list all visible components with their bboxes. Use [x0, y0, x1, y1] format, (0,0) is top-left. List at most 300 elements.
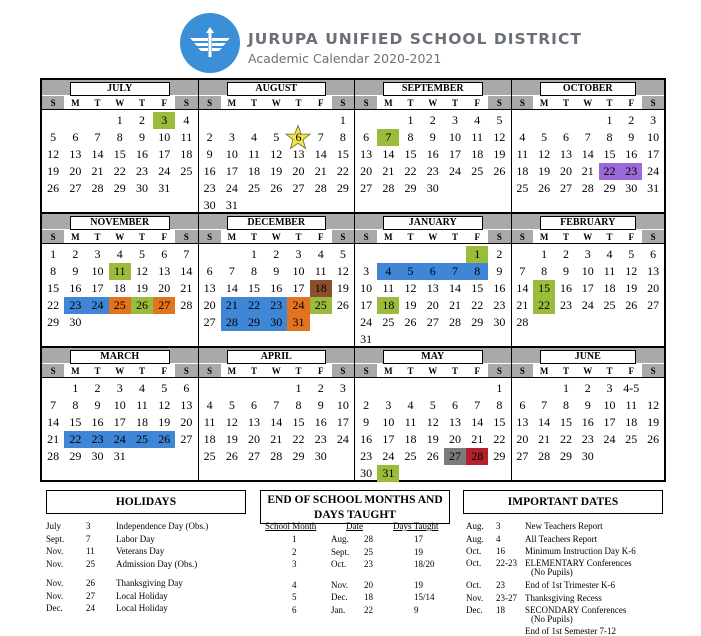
- day-cell: 30: [69, 315, 82, 329]
- date-event: Thanksgiving Recess: [525, 592, 602, 603]
- day-cell: 11: [603, 264, 616, 278]
- day-cell: [444, 380, 466, 397]
- day-cell: [199, 246, 221, 263]
- day-cell: 22: [404, 164, 417, 178]
- day-cell: 7: [50, 398, 57, 412]
- holiday-name: Local Holiday: [116, 603, 168, 613]
- weekday-header: [42, 230, 198, 244]
- day-cell: 4: [251, 130, 258, 144]
- date-month: Aug.: [466, 521, 484, 531]
- month-august: [199, 80, 356, 214]
- day-cell: [533, 380, 555, 397]
- month-october: [512, 80, 665, 214]
- day-cell: 4: [474, 113, 481, 127]
- day-cell: 17: [448, 147, 461, 161]
- weekday-label: S: [355, 364, 377, 377]
- day-cell: 16: [135, 147, 148, 161]
- day-cell: 25: [404, 449, 417, 463]
- weekday-label: M: [377, 96, 399, 109]
- weekday-label: S: [642, 230, 664, 243]
- day-cell: 23: [620, 163, 642, 180]
- day-cell: 4: [606, 247, 613, 261]
- weekday-label: W: [577, 96, 599, 109]
- day-cell: 10: [647, 130, 660, 144]
- day-cell: 24: [448, 164, 461, 178]
- day-cell: 2: [562, 247, 569, 261]
- day-cell: 18: [203, 432, 216, 446]
- weekday-label: F: [620, 364, 642, 377]
- date-day: 16: [496, 546, 505, 556]
- holiday-day: 24: [86, 603, 95, 613]
- month-days: [42, 112, 198, 197]
- day-cell: [287, 197, 309, 214]
- day-cell: [620, 314, 642, 331]
- day-cell: 24: [581, 298, 594, 312]
- day-cell: 20: [158, 281, 171, 295]
- day-cell: 14: [47, 415, 60, 429]
- date-event: New Teachers Report: [525, 521, 603, 531]
- weekday-label: S: [512, 230, 534, 243]
- day-cell: 2: [94, 381, 101, 395]
- day-cell: 7: [519, 264, 526, 278]
- week-row: [199, 246, 355, 263]
- weekday-label: F: [620, 96, 642, 109]
- month-title: JUNE: [540, 350, 637, 364]
- day-cell: 14: [471, 415, 484, 429]
- day-cell: 24: [109, 431, 131, 448]
- day-cell: 26: [225, 449, 238, 463]
- day-cell: 15: [404, 147, 417, 161]
- day-cell: 15: [47, 281, 60, 295]
- week-row: [42, 314, 198, 331]
- week-row: [355, 180, 511, 197]
- date-day: 3: [496, 521, 501, 531]
- weekday-label: T: [86, 364, 108, 377]
- eom-cell: 23: [364, 559, 373, 569]
- day-cell: 7: [541, 398, 548, 412]
- day-cell: 19: [538, 164, 551, 178]
- week-row: [355, 146, 511, 163]
- day-cell: 9: [138, 130, 145, 144]
- weekday-label: F: [466, 96, 488, 109]
- day-cell: [444, 246, 466, 263]
- month-february: [512, 214, 665, 348]
- eom-cell: Nov.: [331, 579, 349, 590]
- day-cell: 6: [519, 398, 526, 412]
- date-month: Oct.: [466, 546, 482, 556]
- weekday-label: S: [488, 230, 510, 243]
- day-cell: 14: [225, 281, 238, 295]
- weekday-label: S: [199, 96, 221, 109]
- day-cell: 31: [377, 465, 399, 482]
- day-cell: [512, 246, 534, 263]
- day-cell: 29: [292, 449, 305, 463]
- day-cell: 11: [180, 130, 193, 144]
- day-cell: [620, 448, 642, 465]
- day-cell: 3: [584, 247, 591, 261]
- date-event-note: (No Pupils): [531, 614, 573, 624]
- weekday-header: [199, 364, 355, 378]
- day-cell: 27: [516, 449, 529, 463]
- weekday-label: T: [131, 230, 153, 243]
- week-row: [355, 431, 511, 448]
- week-row: [512, 380, 665, 397]
- day-cell: 22: [243, 297, 265, 314]
- day-cell: 13: [180, 398, 193, 412]
- day-cell: 29: [243, 314, 265, 331]
- day-cell: 5: [50, 130, 57, 144]
- day-cell: 5: [541, 130, 548, 144]
- weekday-label: S: [332, 230, 354, 243]
- day-cell: 28: [91, 181, 104, 195]
- day-cell: 15: [471, 281, 484, 295]
- day-cell: 12: [493, 130, 506, 144]
- day-cell: 9: [206, 147, 213, 161]
- day-cell: 3: [295, 247, 302, 261]
- date-day: 23: [496, 580, 505, 590]
- week-row: [512, 246, 665, 263]
- day-cell: 29: [113, 181, 126, 195]
- day-cell: 11: [109, 263, 131, 280]
- weekday-label: W: [109, 364, 131, 377]
- day-cell: 1: [496, 381, 503, 395]
- day-cell: 12: [625, 264, 638, 278]
- week-row: [199, 163, 355, 180]
- weekday-header: [512, 230, 665, 244]
- day-cell: 25: [471, 164, 484, 178]
- day-cell: 6: [251, 398, 258, 412]
- day-cell: [399, 331, 421, 348]
- weekday-label: S: [175, 230, 197, 243]
- weekday-label: S: [332, 96, 354, 109]
- day-cell: 3: [339, 381, 346, 395]
- weekday-label: M: [377, 230, 399, 243]
- day-cell: 15: [292, 415, 305, 429]
- day-cell: 23: [64, 297, 86, 314]
- day-cell: [377, 331, 399, 348]
- week-row: [199, 180, 355, 197]
- day-cell: [466, 331, 488, 348]
- day-cell: [555, 314, 577, 331]
- district-logo: [180, 13, 240, 73]
- day-cell: 16: [91, 415, 104, 429]
- day-cell: 19: [270, 164, 283, 178]
- weekday-label: F: [466, 230, 488, 243]
- day-cell: 27: [248, 449, 261, 463]
- weekday-label: F: [466, 364, 488, 377]
- day-cell: [422, 246, 444, 263]
- day-cell: 19: [647, 415, 660, 429]
- holiday-day: 27: [86, 590, 95, 601]
- day-cell: 19: [135, 281, 148, 295]
- weekday-label: S: [642, 96, 664, 109]
- day-cell: 20: [203, 298, 216, 312]
- day-cell: 13: [647, 264, 660, 278]
- holiday-day: 25: [86, 558, 95, 569]
- week-row: [512, 297, 665, 314]
- day-cell: [377, 380, 399, 397]
- day-cell: [221, 112, 243, 129]
- day-cell: [533, 314, 555, 331]
- month-days: [199, 380, 355, 465]
- day-number: 6: [295, 130, 302, 144]
- day-cell: [488, 465, 510, 482]
- day-cell: 24: [647, 164, 660, 178]
- day-cell: 17: [336, 415, 349, 429]
- week-row: [42, 397, 198, 414]
- week-row: [199, 414, 355, 431]
- week-row: [199, 431, 355, 448]
- day-cell: [466, 180, 488, 197]
- day-cell: [444, 180, 466, 197]
- day-cell: 28: [382, 181, 395, 195]
- day-cell: 9: [496, 264, 503, 278]
- day-cell: 6: [451, 398, 458, 412]
- day-cell: 2: [628, 113, 635, 127]
- day-cell: 20: [647, 281, 660, 295]
- day-cell: 15: [69, 415, 82, 429]
- day-cell: 18: [180, 147, 193, 161]
- day-cell: 7: [377, 129, 399, 146]
- day-cell: 3: [153, 112, 175, 129]
- day-cell: [199, 112, 221, 129]
- eom-cell: 20: [364, 579, 373, 590]
- week-row: [355, 246, 511, 263]
- week-row: [355, 314, 511, 331]
- holiday-day: 11: [86, 546, 95, 556]
- weekday-label: S: [199, 364, 221, 377]
- day-cell: 7: [228, 264, 235, 278]
- day-cell: 4: [317, 247, 324, 261]
- weekday-label: T: [555, 230, 577, 243]
- day-cell: 7: [584, 130, 591, 144]
- day-cell: 26: [493, 164, 506, 178]
- day-cell: 27: [426, 315, 439, 329]
- day-cell: [287, 129, 309, 146]
- day-cell: 28: [581, 181, 594, 195]
- day-cell: 17: [158, 147, 171, 161]
- day-cell: [512, 380, 534, 397]
- day-cell: 16: [314, 415, 327, 429]
- day-cell: [310, 314, 332, 331]
- day-cell: 21: [47, 432, 60, 446]
- day-cell: [377, 112, 399, 129]
- weekday-label: S: [42, 96, 64, 109]
- weekday-label: M: [64, 230, 86, 243]
- week-row: [42, 263, 198, 280]
- day-cell: 4: [183, 113, 190, 127]
- day-cell: 6: [422, 263, 444, 280]
- day-cell: 25: [310, 297, 332, 314]
- day-cell: 15: [493, 415, 506, 429]
- weekday-label: W: [577, 230, 599, 243]
- weekday-label: S: [42, 364, 64, 377]
- day-cell: 10: [603, 398, 616, 412]
- day-cell: 4: [206, 398, 213, 412]
- month-days: [199, 246, 355, 331]
- day-cell: 1: [466, 246, 488, 263]
- week-row: [42, 129, 198, 146]
- day-cell: [555, 112, 577, 129]
- date-event: All Teachers Report: [525, 533, 598, 544]
- day-cell: 17: [292, 281, 305, 295]
- day-cell: 14: [581, 147, 594, 161]
- week-row: [512, 431, 665, 448]
- day-cell: 10: [91, 264, 104, 278]
- day-cell: [422, 380, 444, 397]
- day-cell: [422, 465, 444, 482]
- day-cell: 28: [47, 449, 60, 463]
- eom-cell: 9: [414, 604, 419, 615]
- calendar-grid: [40, 78, 666, 482]
- day-cell: 9: [94, 398, 101, 412]
- week-row: [355, 163, 511, 180]
- day-cell: [310, 112, 332, 129]
- weekday-label: S: [355, 230, 377, 243]
- day-cell: 2: [363, 398, 370, 412]
- day-cell: 28: [466, 448, 488, 465]
- day-cell: 5: [429, 398, 436, 412]
- day-cell: 1: [72, 381, 79, 395]
- weekday-label: T: [86, 230, 108, 243]
- day-cell: [265, 112, 287, 129]
- day-cell: [533, 112, 555, 129]
- day-cell: 12: [426, 415, 439, 429]
- calendar-subtitle: Academic Calendar 2020-2021: [248, 51, 442, 66]
- weekday-label: T: [599, 364, 621, 377]
- day-cell: 31: [158, 181, 171, 195]
- holiday-name: Local Holiday: [116, 590, 168, 601]
- holiday-name: Admission Day (Obs.): [116, 558, 198, 569]
- date-month: Nov.: [466, 592, 484, 603]
- day-cell: 28: [516, 315, 529, 329]
- day-cell: 4-5: [623, 381, 640, 395]
- weekday-label: T: [243, 96, 265, 109]
- day-cell: 5: [273, 130, 280, 144]
- holiday-day: 7: [86, 533, 91, 544]
- month-days: [355, 112, 511, 197]
- day-cell: [153, 314, 175, 331]
- day-cell: 13: [292, 147, 305, 161]
- holiday-month: Dec.: [46, 603, 63, 613]
- day-cell: 9: [363, 415, 370, 429]
- day-cell: 19: [336, 281, 349, 295]
- month-december: [199, 214, 356, 348]
- day-cell: 31: [225, 198, 238, 212]
- day-cell: [153, 448, 175, 465]
- day-cell: [64, 112, 86, 129]
- day-cell: 18: [625, 415, 638, 429]
- day-cell: 3: [385, 398, 392, 412]
- day-cell: 30: [493, 315, 506, 329]
- eom-cell: 2: [292, 546, 297, 557]
- day-cell: 23: [360, 449, 373, 463]
- eom-cell: 1: [292, 534, 297, 544]
- day-cell: 1: [541, 247, 548, 261]
- day-cell: 2: [206, 130, 213, 144]
- day-cell: 18: [404, 432, 417, 446]
- day-cell: 12: [647, 398, 660, 412]
- day-cell: 22: [113, 164, 126, 178]
- eom-cell: 22: [364, 604, 373, 615]
- day-cell: 3: [116, 381, 123, 395]
- week-row: [355, 280, 511, 297]
- month-july: [42, 80, 199, 214]
- holiday-month: Nov.: [46, 558, 64, 569]
- day-cell: [422, 331, 444, 348]
- district-name: JURUPA UNIFIED SCHOOL DISTRICT: [248, 30, 582, 48]
- month-april: [199, 348, 356, 480]
- day-cell: 17: [647, 147, 660, 161]
- date-event: End of 1st Semester 7-12: [525, 626, 616, 636]
- day-cell: 19: [47, 164, 60, 178]
- day-cell: 22: [599, 163, 621, 180]
- day-cell: 11: [382, 281, 395, 295]
- weekday-label: T: [399, 364, 421, 377]
- day-cell: 2: [496, 247, 503, 261]
- day-cell: [488, 331, 510, 348]
- day-cell: 13: [360, 147, 373, 161]
- date-day: 23-27: [496, 592, 517, 603]
- day-cell: 20: [426, 298, 439, 312]
- date-day: 4: [496, 533, 501, 544]
- day-cell: 9: [628, 130, 635, 144]
- day-cell: [332, 314, 354, 331]
- day-cell: 10: [292, 264, 305, 278]
- eom-cell: 19: [414, 579, 423, 590]
- day-cell: 17: [225, 164, 238, 178]
- day-cell: 2: [138, 113, 145, 127]
- day-cell: 26: [131, 297, 153, 314]
- week-row: [42, 146, 198, 163]
- day-cell: 10: [225, 147, 238, 161]
- day-cell: [199, 380, 221, 397]
- day-cell: [355, 246, 377, 263]
- day-cell: 6: [161, 247, 168, 261]
- week-row: [512, 280, 665, 297]
- day-cell: [42, 112, 64, 129]
- day-cell: 20: [448, 432, 461, 446]
- day-cell: 17: [603, 415, 616, 429]
- week-row: [355, 380, 511, 397]
- day-cell: [355, 380, 377, 397]
- weekday-label: W: [109, 230, 131, 243]
- weekday-label: W: [109, 96, 131, 109]
- day-cell: 18: [516, 164, 529, 178]
- weekday-label: W: [422, 230, 444, 243]
- day-cell: 7: [444, 263, 466, 280]
- day-cell: 27: [647, 298, 660, 312]
- day-cell: 20: [516, 432, 529, 446]
- day-cell: 8: [407, 130, 414, 144]
- day-cell: 19: [625, 281, 638, 295]
- day-cell: 13: [248, 415, 261, 429]
- day-cell: 25: [203, 449, 216, 463]
- day-cell: 16: [559, 281, 572, 295]
- day-cell: 25: [131, 431, 153, 448]
- day-cell: 7: [273, 398, 280, 412]
- day-cell: 22: [47, 298, 60, 312]
- day-cell: 25: [625, 432, 638, 446]
- day-cell: [131, 314, 153, 331]
- eom-cell: Aug.: [331, 534, 349, 544]
- weekday-label: S: [199, 230, 221, 243]
- week-row: [42, 448, 198, 465]
- day-cell: [599, 448, 621, 465]
- day-cell: 2: [584, 381, 591, 395]
- day-cell: 22: [471, 298, 484, 312]
- day-cell: [109, 314, 131, 331]
